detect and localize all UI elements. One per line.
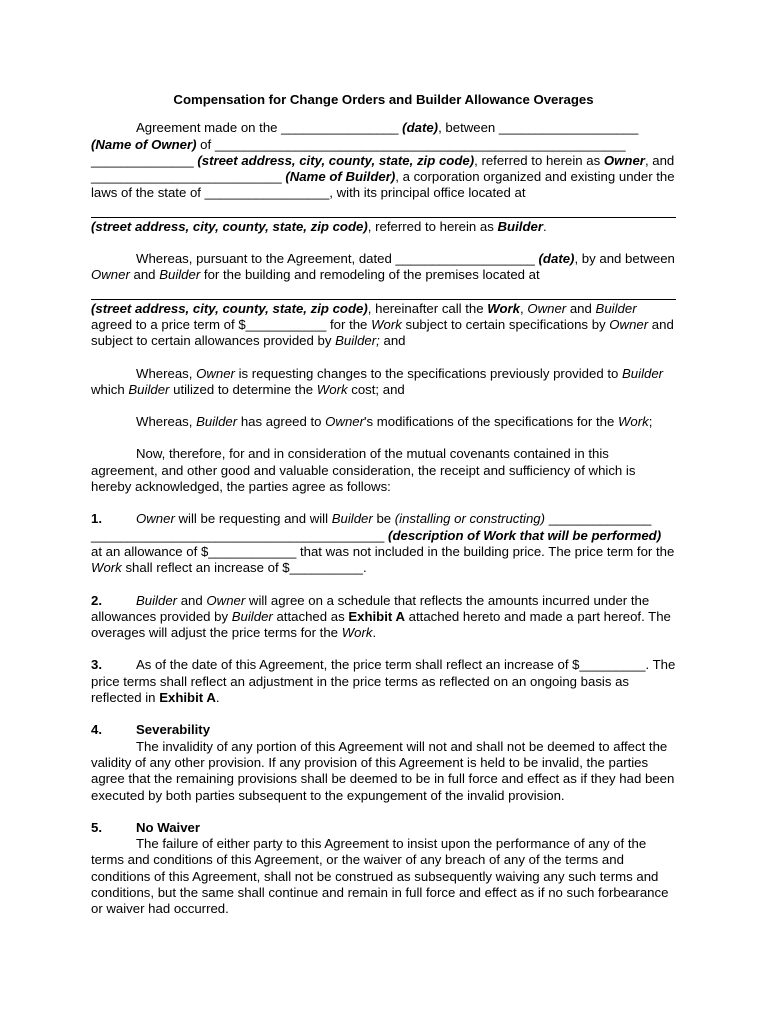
section-number: 3. (91, 657, 102, 673)
address-placeholder: (street address, city, county, state, zip code) (91, 300, 368, 316)
section-1 (91, 511, 676, 576)
text: subject to certain specifications by (401, 316, 610, 332)
owner-term: Owner (196, 365, 235, 381)
owner-term: Owner (603, 152, 645, 168)
builder-term: Builder (331, 511, 373, 527)
blank-line (91, 284, 676, 300)
address-placeholder: (street address, city, county, state, zip code) (197, 152, 475, 168)
blank-line (91, 202, 676, 218)
owner-term: Owner (136, 511, 175, 527)
builder-term: Builder (622, 365, 664, 381)
section-number: 4. (91, 722, 102, 738)
text: , (520, 300, 528, 316)
section-text: The invalidity of any portion of this Agreement will not and shall not be deemed to affect the validity of any other provision. If any provision of this Agreement is held to be invalid, the parties agree that the remaining provisions shall be deemed to be in full force and effect as if they had been executed by both parties subsequent to the expungement of the invalid provision. (91, 738, 675, 803)
text: is requesting changes to the specifications previously provided to (234, 365, 623, 381)
agreement-paragraph (91, 120, 676, 235)
text: and subject to certain allowances provided by (91, 316, 674, 349)
text: ______________ (91, 152, 198, 168)
text: , by and between (574, 251, 675, 267)
builder-name-placeholder: (Name of Builder) (285, 169, 396, 185)
text: , referred to herein as (367, 218, 498, 234)
owner-term: Owner (609, 316, 649, 332)
builder-term: Builder (128, 381, 170, 397)
work-term: Work (617, 414, 649, 430)
text: attached hereto and made a part hereof. The overages will adjust the price terms for the (91, 608, 671, 641)
address-placeholder: (street address, city, county, state, zip code) (91, 218, 368, 234)
text: and (129, 267, 160, 283)
text: for the building and remodeling of the premises located at (200, 267, 540, 283)
text: Whereas, (136, 414, 197, 430)
work-term: Work (487, 300, 521, 316)
builder-term: Builder (136, 592, 178, 608)
text: , between ___________________ (438, 120, 639, 136)
builder-term: Builder (497, 218, 543, 234)
builder-term: Builder (231, 608, 273, 624)
whereas-paragraph-2 (91, 366, 676, 399)
text: Agreement made on the ________________ (136, 120, 403, 136)
builder-term: Builder (595, 300, 637, 316)
text: and (379, 333, 406, 349)
consideration-paragraph: Now, therefore, for and in consideration of the mutual covenants contained in this agreement, and other good and valuable consideration, the receipt and sufficiency of which is hereby acknowledged, the parties agree as follows: (91, 446, 636, 495)
section-text: The failure of either party to this Agreement to insist upon the performance of any of the terms and conditions of this Agreement, or the waiver of any breach of any of the terms and conditions of this Agreement, shall not be construed as subsequently waiving any such terms and conditions, but the same shall continue and remain in full force and effect as if no such forbearance or waiver had occurred. (91, 836, 669, 917)
description-placeholder: (description of Work that will be performed) (388, 527, 662, 543)
text: . (215, 690, 220, 706)
owner-term: Owner (91, 267, 130, 283)
builder-term: Builder; (335, 333, 380, 349)
owner-term: Owner (325, 414, 364, 430)
text: As of the date of this Agreement, the price term shall reflect an increase of $_________. The price terms shall reflect an adjustment in the price terms as reflected on an ongoing basis as reflected in (91, 657, 676, 706)
section-number: 1. (91, 511, 102, 527)
owner-name-placeholder: (Name of Owner) (91, 136, 197, 152)
section-4 (91, 722, 676, 803)
section-heading: Severability (136, 722, 211, 738)
text: ; (648, 414, 653, 430)
work-term: Work (316, 381, 348, 397)
text: Whereas, pursuant to the Agreement, dated ___________________ (136, 251, 539, 267)
text: be (372, 511, 395, 527)
installing-placeholder: (installing or constructing) (394, 511, 546, 527)
section-5 (91, 820, 676, 918)
owner-term: Owner (527, 300, 567, 316)
text: , a corporation organized and existing under the laws of the state of _________________, with its principal office located at (91, 169, 675, 201)
text: . (542, 218, 547, 234)
document-page (91, 92, 676, 934)
exhibit-reference: Exhibit A (159, 690, 216, 706)
text: will agree on a schedule that reflects the amounts incurred under the allowances provided by (91, 592, 650, 624)
section-2 (91, 593, 676, 642)
text: which (91, 381, 129, 397)
text: agreed to a price term of $___________ for the (91, 316, 372, 332)
text: will be requesting and will (174, 511, 332, 527)
whereas-paragraph-1 (91, 251, 676, 349)
work-term: Work (371, 316, 402, 332)
text: ________________________________________ (91, 527, 389, 543)
text: of ________________________________________________________ (196, 136, 626, 152)
section-number: 5. (91, 819, 102, 835)
section-number: 2. (91, 592, 102, 608)
text: utilized to determine the (169, 381, 317, 397)
exhibit-reference: Exhibit A (348, 608, 405, 624)
text: has agreed to (237, 414, 326, 430)
text: shall reflect an increase of $__________. (121, 560, 367, 576)
text: cost; and (347, 381, 405, 397)
document-title: Compensation for Change Orders and Builder Allowance Overages (173, 92, 594, 107)
owner-term: Owner (206, 592, 246, 608)
text: at an allowance of $____________ that was not included in the building price. The price term for the (91, 543, 675, 559)
text: Whereas, (136, 365, 197, 381)
text: 's modifications of the specifications for the (364, 414, 618, 430)
section-3 (91, 657, 676, 706)
whereas-paragraph-3 (91, 414, 676, 430)
text: . (372, 625, 377, 641)
work-term: Work (341, 625, 373, 641)
text: and (177, 592, 207, 608)
text: , referred to herein as (474, 152, 601, 168)
date-placeholder: (date) (538, 251, 575, 267)
text: ______________ (545, 511, 652, 527)
builder-term: Builder (196, 414, 238, 430)
text: and (566, 300, 596, 316)
date-placeholder: (date) (402, 120, 439, 136)
builder-term: Builder (159, 267, 201, 283)
section-heading: No Waiver (136, 819, 200, 835)
text: , hereinafter call the (367, 300, 488, 316)
text: , and __________________________ (91, 152, 675, 185)
text: attached as (272, 608, 349, 624)
work-term: Work (91, 560, 122, 576)
